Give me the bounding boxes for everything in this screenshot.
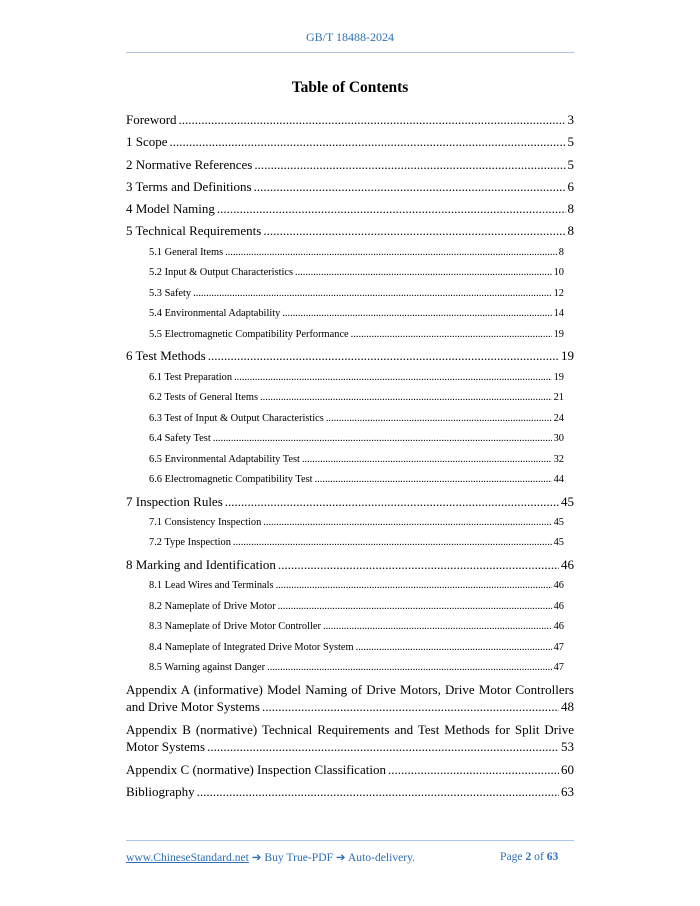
dot-leader xyxy=(225,491,559,513)
dot-leader xyxy=(315,470,552,491)
table-of-contents xyxy=(126,109,574,803)
toc-subentry[interactable] xyxy=(126,638,574,659)
toc-entry[interactable] xyxy=(126,176,574,198)
toc-subentry[interactable] xyxy=(126,325,574,346)
toc-entry[interactable] xyxy=(126,345,574,367)
toc-entry-title: 1 Scope xyxy=(126,134,168,150)
toc-entry-page: 8 xyxy=(567,223,574,239)
toc-entry-title: 8.4 Nameplate of Integrated Drive Motor System xyxy=(149,641,354,653)
dot-leader xyxy=(295,263,552,284)
toc-entry-title: 6.3 Test of Input & Output Characteristics xyxy=(149,412,324,424)
toc-entry-title: 6.6 Electromagnetic Compatibility Test xyxy=(149,474,313,486)
toc-entry-page: 21 xyxy=(553,392,564,404)
dot-leader xyxy=(388,759,559,781)
dot-leader xyxy=(263,513,551,534)
dot-leader xyxy=(267,658,551,679)
toc-entry-page: 5 xyxy=(567,134,574,150)
footer-divider xyxy=(126,840,574,841)
toc-entry-page: 46 xyxy=(553,600,564,612)
toc-entry-page: 12 xyxy=(553,287,564,299)
toc-entry-page: 19 xyxy=(561,348,574,364)
dot-leader xyxy=(302,450,552,471)
toc-entry-title: 6.2 Tests of General Items xyxy=(149,392,259,404)
toc-entry-title: 7.2 Type Inspection xyxy=(149,537,231,549)
toc-entry-page: 5 xyxy=(567,156,574,172)
toc-entry-title-line1: Appendix A (informative) Model Naming of Drive Motors, Drive Motor Controllers xyxy=(126,681,574,697)
dot-leader xyxy=(260,388,552,409)
toc-subentry[interactable] xyxy=(126,304,574,325)
current-page: 2 xyxy=(525,850,532,863)
dot-leader xyxy=(278,597,552,618)
dot-leader xyxy=(326,409,552,430)
toc-entry-title: Bibliography xyxy=(126,783,195,799)
total-pages: 63 xyxy=(546,850,559,863)
toc-entry-appendix-c[interactable] xyxy=(126,759,574,781)
toc-entry-page: 60 xyxy=(561,761,574,777)
toc-entry-title: 8 Marking and Identification xyxy=(126,556,276,572)
dot-leader xyxy=(254,176,566,198)
dot-leader xyxy=(207,738,559,755)
toc-entry[interactable] xyxy=(126,198,574,220)
toc-entry-title-line2: and Drive Motor Systems xyxy=(126,698,260,714)
toc-entry-page: 30 xyxy=(553,433,564,445)
toc-entry-title: 8.1 Lead Wires and Terminals xyxy=(149,580,274,592)
toc-entry-title: 8.3 Nameplate of Drive Motor Controller xyxy=(149,621,321,633)
toc-entry-page: 3 xyxy=(567,112,574,127)
document-code: GB/T 18488-2024 xyxy=(305,30,395,44)
toc-entry[interactable] xyxy=(126,220,574,242)
toc-entry-title-line2: Motor Systems xyxy=(126,738,206,754)
toc-subentry[interactable] xyxy=(126,513,574,534)
dot-leader xyxy=(197,781,559,803)
page-title: Table of Contents xyxy=(291,79,409,96)
toc-entry-page: 47 xyxy=(553,662,564,674)
toc-entry[interactable] xyxy=(126,109,574,131)
page-of-label: of xyxy=(534,850,544,863)
toc-entry-title: 7 Inspection Rules xyxy=(126,493,223,509)
toc-subentry[interactable] xyxy=(126,533,574,554)
footer-promo xyxy=(126,850,415,864)
toc-subentry[interactable] xyxy=(126,388,574,409)
toc-entry-page: 44 xyxy=(553,474,564,486)
dot-leader xyxy=(254,154,565,176)
toc-entry-page: 48 xyxy=(561,698,574,714)
toc-subentry[interactable] xyxy=(126,243,574,264)
dot-leader xyxy=(234,368,552,389)
toc-subentry[interactable] xyxy=(126,470,574,491)
toc-entry-page: 46 xyxy=(553,621,564,633)
dot-leader xyxy=(276,576,552,597)
toc-entry-title: 6.1 Test Preparation xyxy=(149,371,233,383)
toc-entry-page: 8 xyxy=(567,201,574,217)
dot-leader xyxy=(323,617,552,638)
toc-entry-title: 5 Technical Requirements xyxy=(126,223,262,239)
toc-entry-title: 5.1 General Items xyxy=(149,246,224,258)
toc-entry-title: 5.4 Environmental Adaptability xyxy=(149,308,281,320)
dot-leader xyxy=(262,698,559,715)
site-link[interactable]: www.ChineseStandard.net xyxy=(126,851,249,864)
toc-subentry[interactable] xyxy=(126,597,574,618)
toc-entry-title: 3 Terms and Definitions xyxy=(126,178,252,194)
toc-subentry[interactable] xyxy=(126,284,574,305)
header-divider xyxy=(126,52,574,53)
toc-entries xyxy=(126,109,574,679)
toc-subentry[interactable] xyxy=(126,368,574,389)
dot-leader xyxy=(263,220,565,242)
dot-leader xyxy=(351,325,552,346)
toc-entry-page: 45 xyxy=(553,516,564,528)
toc-entry[interactable] xyxy=(126,131,574,153)
toc-entry-page: 45 xyxy=(561,493,574,509)
toc-entry-title: 8.2 Nameplate of Drive Motor xyxy=(149,600,276,612)
toc-entry-title: 8.5 Warning against Danger xyxy=(149,662,266,674)
toc-subentry[interactable] xyxy=(126,658,574,679)
toc-subentry[interactable] xyxy=(126,450,574,471)
toc-entry-page: 46 xyxy=(553,580,564,592)
page-indicator xyxy=(500,850,558,863)
dot-leader xyxy=(282,304,551,325)
toc-entry-page: 47 xyxy=(553,641,564,653)
toc-entry-page: 53 xyxy=(561,738,574,754)
toc-subentry[interactable] xyxy=(126,409,574,430)
toc-entry-title: Appendix C (normative) Inspection Classification xyxy=(126,761,386,777)
toc-entry-title: 6.5 Environmental Adaptability Test xyxy=(149,453,300,465)
dot-leader xyxy=(225,243,557,264)
toc-entry-title: 2 Normative References xyxy=(126,156,253,172)
toc-entry-title: 6.4 Safety Test xyxy=(149,433,211,445)
toc-entry-title: 5.3 Safety xyxy=(149,287,192,299)
toc-entry-page: 19 xyxy=(553,371,564,383)
toc-entry[interactable] xyxy=(126,554,574,576)
toc-entry-page: 6 xyxy=(567,178,574,194)
dot-leader xyxy=(217,198,566,220)
toc-entry-appendix-a[interactable] xyxy=(126,679,574,719)
dot-leader xyxy=(170,131,566,153)
toc-entry-title-line1: Appendix B (normative) Technical Requirements and Test Methods for Split Drive xyxy=(126,721,574,737)
toc-entry-page: 8 xyxy=(558,246,564,258)
toc-entry-page: 46 xyxy=(561,556,574,572)
toc-entry-title: 7.1 Consistency Inspection xyxy=(149,516,262,528)
toc-subentry[interactable] xyxy=(126,576,574,597)
toc-entry-page: 19 xyxy=(553,328,564,340)
toc-entry-page: 10 xyxy=(553,267,564,279)
dot-leader xyxy=(208,345,559,367)
toc-entry-page: 14 xyxy=(553,308,564,320)
toc-entry-title: 5.2 Input & Output Characteristics xyxy=(149,267,293,279)
dot-leader xyxy=(356,638,552,659)
toc-entry-title: 5.5 Electromagnetic Compatibility Performance xyxy=(149,328,349,340)
toc-entry-page: 32 xyxy=(553,453,564,465)
toc-entry[interactable] xyxy=(126,154,574,176)
toc-entry-title: Foreword xyxy=(126,112,177,127)
toc-entry-page: 63 xyxy=(561,783,574,799)
toc-entry-title: 4 Model Naming xyxy=(126,201,215,217)
page-label: Page xyxy=(500,850,523,863)
toc-entry[interactable] xyxy=(126,491,574,513)
toc-entry-title: 6 Test Methods xyxy=(126,348,206,364)
dot-leader xyxy=(278,554,559,576)
dot-leader xyxy=(179,109,566,131)
toc-entry-page: 45 xyxy=(553,537,564,549)
dot-leader xyxy=(233,533,552,554)
toc-entry-bibliography[interactable] xyxy=(126,781,574,803)
toc-subentry[interactable] xyxy=(126,617,574,638)
toc-subentry[interactable] xyxy=(126,429,574,450)
dot-leader xyxy=(213,429,552,450)
promo-text: ➔ Buy True-PDF ➔ Auto-delivery. xyxy=(248,851,416,864)
toc-entry-page: 24 xyxy=(553,412,564,424)
toc-entry-appendix-b[interactable] xyxy=(126,719,574,759)
dot-leader xyxy=(193,284,551,305)
toc-subentry[interactable] xyxy=(126,263,574,284)
